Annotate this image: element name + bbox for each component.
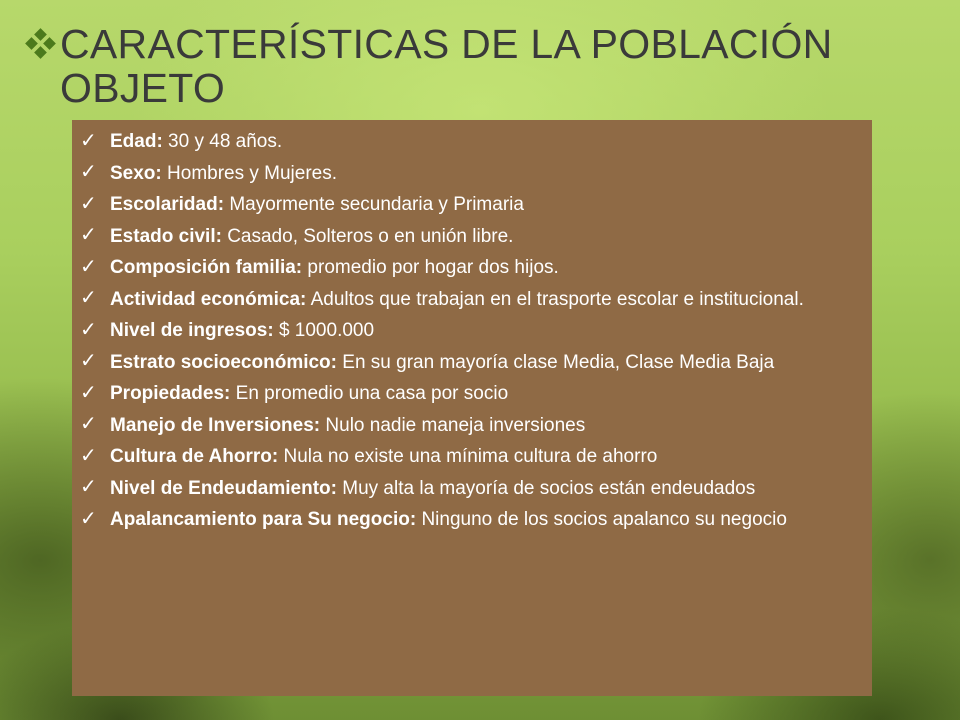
checkmark-icon: ✓ xyxy=(80,507,97,530)
item-label: Manejo de Inversiones: xyxy=(110,414,321,436)
characteristics-list xyxy=(80,126,866,536)
item-value: Nulo nadie maneja inversiones xyxy=(320,414,586,436)
item-value: En promedio una casa por socio xyxy=(230,383,509,404)
list-item-endeudamiento xyxy=(80,473,866,505)
characteristics-panel xyxy=(72,120,872,696)
diamond-bullet-icon xyxy=(22,20,60,64)
checkmark-icon: ✓ xyxy=(80,192,97,215)
item-value: Mayormente secundaria y Primaria xyxy=(224,194,524,215)
item-label: Nivel de Endeudamiento: xyxy=(110,477,337,499)
item-label: Sexo: xyxy=(110,162,162,184)
list-item-escolaridad xyxy=(80,189,866,221)
checkmark-icon: ✓ xyxy=(80,413,97,436)
checkmark-icon: ✓ xyxy=(80,255,97,278)
checkmark-icon: ✓ xyxy=(80,161,97,184)
list-item-sexo xyxy=(80,158,866,190)
item-label: Estado civil: xyxy=(110,225,222,247)
item-label: Propiedades: xyxy=(110,383,231,404)
item-label: Cultura de Ahorro: xyxy=(110,446,279,467)
item-label: Apalancamiento para Su negocio: xyxy=(110,509,417,530)
item-label: Composición familia: xyxy=(110,257,303,278)
slide-title xyxy=(22,20,922,110)
item-label: Estrato socioeconómico: xyxy=(110,351,337,373)
item-label: Nivel de ingresos: xyxy=(110,320,274,341)
checkmark-icon: ✓ xyxy=(80,350,97,373)
list-item-propiedades xyxy=(80,378,866,410)
checkmark-icon: ✓ xyxy=(80,318,97,341)
list-item-ahorro xyxy=(80,441,866,473)
item-value: 30 y 48 años. xyxy=(162,131,283,152)
item-value: Ninguno de los socios apalanco su negocio xyxy=(416,509,787,530)
checkmark-icon: ✓ xyxy=(80,129,97,152)
item-value: En su gran mayoría clase Media, Clase Media Baja xyxy=(337,351,775,373)
item-value: Casado, Solteros o en unión libre. xyxy=(221,225,514,247)
item-label: Edad: xyxy=(110,131,163,152)
list-item-composicion-familia xyxy=(80,252,866,284)
title-line-1: CARACTERÍSTICAS DE LA POBLACIÓN xyxy=(60,21,833,67)
item-value: Hombres y Mujeres. xyxy=(161,162,338,184)
item-value: Adultos que trabajan en el trasporte escolar e institucional. xyxy=(306,288,804,310)
checkmark-icon: ✓ xyxy=(80,287,97,310)
checkmark-icon: ✓ xyxy=(80,476,97,499)
checkmark-icon: ✓ xyxy=(80,224,97,247)
list-item-actividad-economica xyxy=(80,284,866,316)
list-item-nivel-ingresos xyxy=(80,315,866,347)
item-label: Escolaridad: xyxy=(110,194,225,215)
checkmark-icon: ✓ xyxy=(80,381,97,404)
list-item-apalancamiento xyxy=(80,504,866,536)
checkmark-icon: ✓ xyxy=(80,444,97,467)
item-value: promedio por hogar dos hijos. xyxy=(302,257,559,278)
item-value: $ 1000.000 xyxy=(273,320,375,341)
list-item-edad xyxy=(80,126,866,158)
item-value: Muy alta la mayoría de socios están endeudados xyxy=(336,477,756,499)
list-item-estado-civil xyxy=(80,221,866,253)
item-label: Actividad económica: xyxy=(110,288,307,310)
list-item-estrato xyxy=(80,347,866,379)
item-value: Nula no existe una mínima cultura de ahorro xyxy=(278,446,658,467)
title-line-2: OBJETO xyxy=(60,65,226,111)
list-item-inversiones xyxy=(80,410,866,442)
